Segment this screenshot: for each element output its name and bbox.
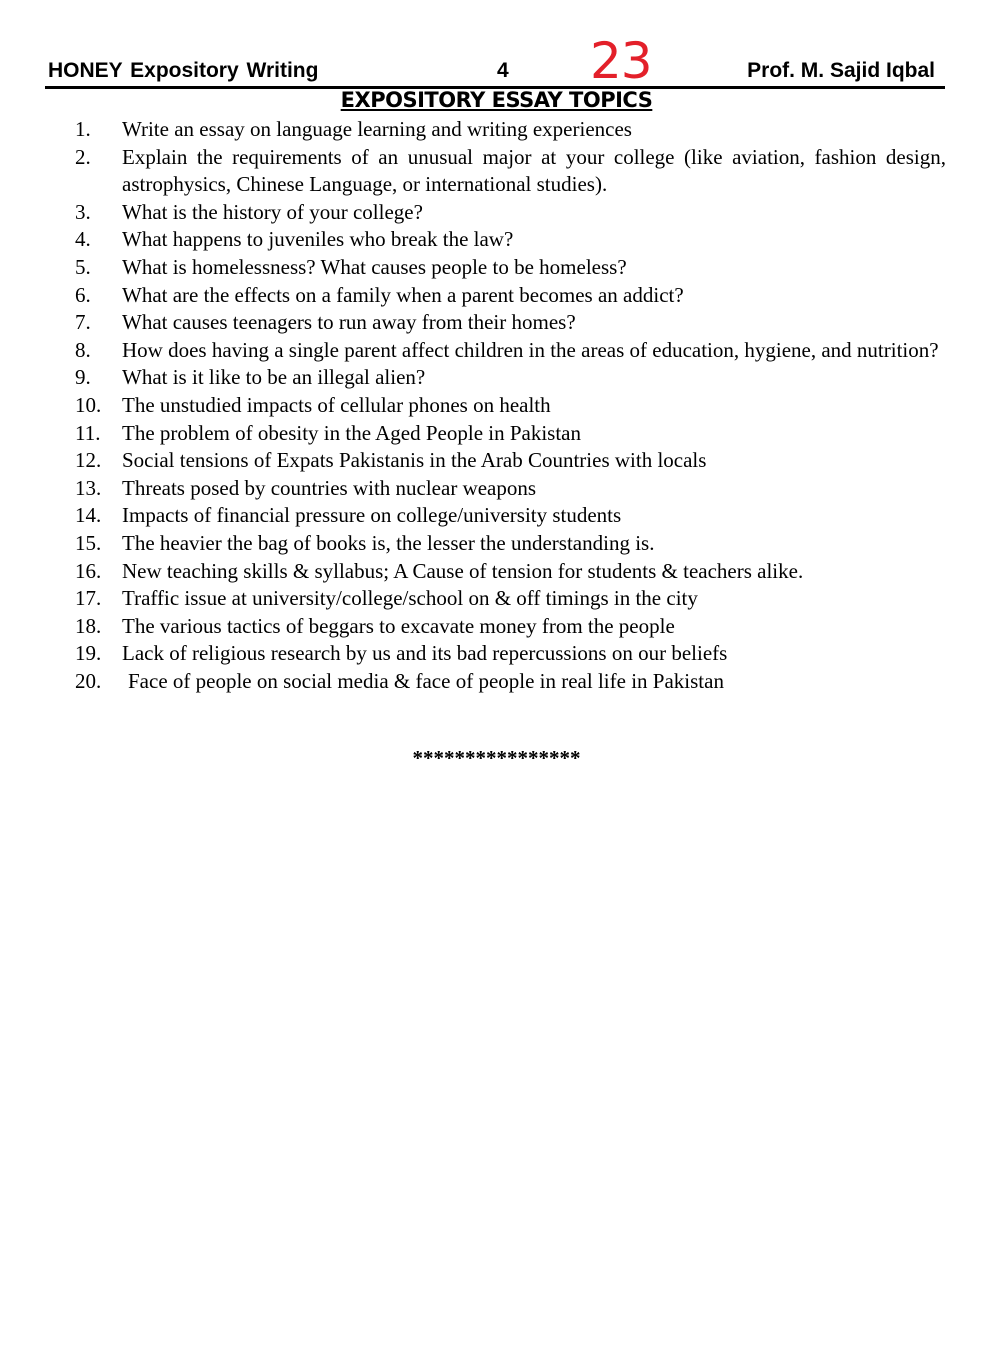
item-text: Impacts of financial pressure on college/university students	[122, 503, 622, 528]
item-number: 2.	[75, 144, 91, 169]
list-item	[0, 364, 946, 392]
item-text: New teaching skills & syllabus; A Cause of tension for students & teachers alike.	[122, 558, 804, 583]
item-text: The heavier the bag of books is, the lesser the understanding is.	[122, 530, 655, 555]
list-item	[0, 420, 946, 448]
item-number: 18.	[75, 613, 102, 638]
item-text: What are the effects on a family when a parent becomes an addict?	[122, 282, 684, 307]
item-number: 20.	[75, 668, 102, 693]
topics-list	[0, 116, 987, 695]
list-item	[0, 530, 946, 558]
item-number: 10.	[75, 392, 102, 417]
list-item	[0, 116, 946, 144]
list-item	[0, 226, 946, 254]
list-item	[0, 585, 946, 613]
end-separator: ****************	[412, 746, 581, 770]
section-title: EXPOSITORY ESSAY TOPICS	[340, 88, 653, 112]
list-item	[0, 613, 946, 641]
item-text: How does having a single parent affect children in the areas of education, hygiene, and nutrition?	[122, 337, 939, 362]
item-number: 9.	[75, 365, 91, 390]
item-number: 7.	[75, 310, 91, 335]
item-number: 1.	[75, 117, 91, 141]
list-item	[0, 640, 946, 668]
item-number: 13.	[75, 475, 102, 500]
item-number: 8.	[75, 337, 91, 362]
stamp-number: 23	[590, 32, 652, 90]
list-item	[0, 668, 946, 696]
item-text: Threats posed by countries with nuclear weapons	[122, 475, 537, 500]
list-item	[0, 144, 946, 199]
item-number: 4.	[75, 227, 91, 252]
item-text: The problem of obesity in the Aged People in Pakistan	[122, 420, 582, 445]
item-text: Explain the requirements of an unusual major at your college (like aviation, fashion design, astrophysics, Chinese Language, or international studies).	[122, 144, 946, 197]
list-item	[0, 254, 946, 282]
item-text: What causes teenagers to run away from their homes?	[122, 310, 576, 335]
header-book-title: HONEY Expository Writing	[48, 59, 319, 82]
header-page-number: 4	[497, 59, 509, 82]
item-number: 16.	[75, 558, 102, 583]
list-item	[0, 558, 946, 586]
item-text: Face of people on social media & face of people in real life in Pakistan	[128, 668, 724, 693]
item-text: Social tensions of Expats Pakistanis in the Arab Countries with locals	[122, 448, 707, 473]
header-author: Prof. M. Sajid Iqbal	[747, 59, 935, 82]
item-number: 5.	[75, 254, 91, 279]
item-text: Traffic issue at university/college/school on & off timings in the city	[122, 586, 698, 611]
item-number: 11.	[75, 420, 101, 445]
list-item	[0, 475, 946, 503]
item-number: 12.	[75, 448, 102, 473]
list-item	[0, 337, 946, 365]
list-item	[0, 282, 946, 310]
list-item	[0, 392, 946, 420]
item-text: The various tactics of beggars to excavate money from the people	[122, 613, 675, 638]
item-text: What is it like to be an illegal alien?	[122, 365, 426, 390]
item-text: The unstudied impacts of cellular phones on health	[122, 392, 551, 417]
item-text: What happens to juveniles who break the law?	[122, 227, 514, 252]
item-text: What is homelessness? What causes people to be homeless?	[122, 254, 627, 279]
item-number: 6.	[75, 282, 91, 307]
list-item	[0, 309, 946, 337]
item-text: Write an essay on language learning and writing experiences	[122, 117, 632, 141]
item-text: What is the history of your college?	[122, 199, 423, 224]
list-item	[0, 447, 946, 475]
list-item	[0, 502, 946, 530]
item-number: 17.	[75, 586, 102, 611]
item-number: 15.	[75, 530, 102, 555]
item-number: 3.	[75, 199, 91, 224]
item-number: 19.	[75, 641, 102, 666]
page-header	[45, 30, 945, 89]
item-number: 14.	[75, 503, 102, 528]
item-text: Lack of religious research by us and its bad repercussions on our beliefs	[122, 641, 728, 666]
list-item	[0, 199, 946, 227]
